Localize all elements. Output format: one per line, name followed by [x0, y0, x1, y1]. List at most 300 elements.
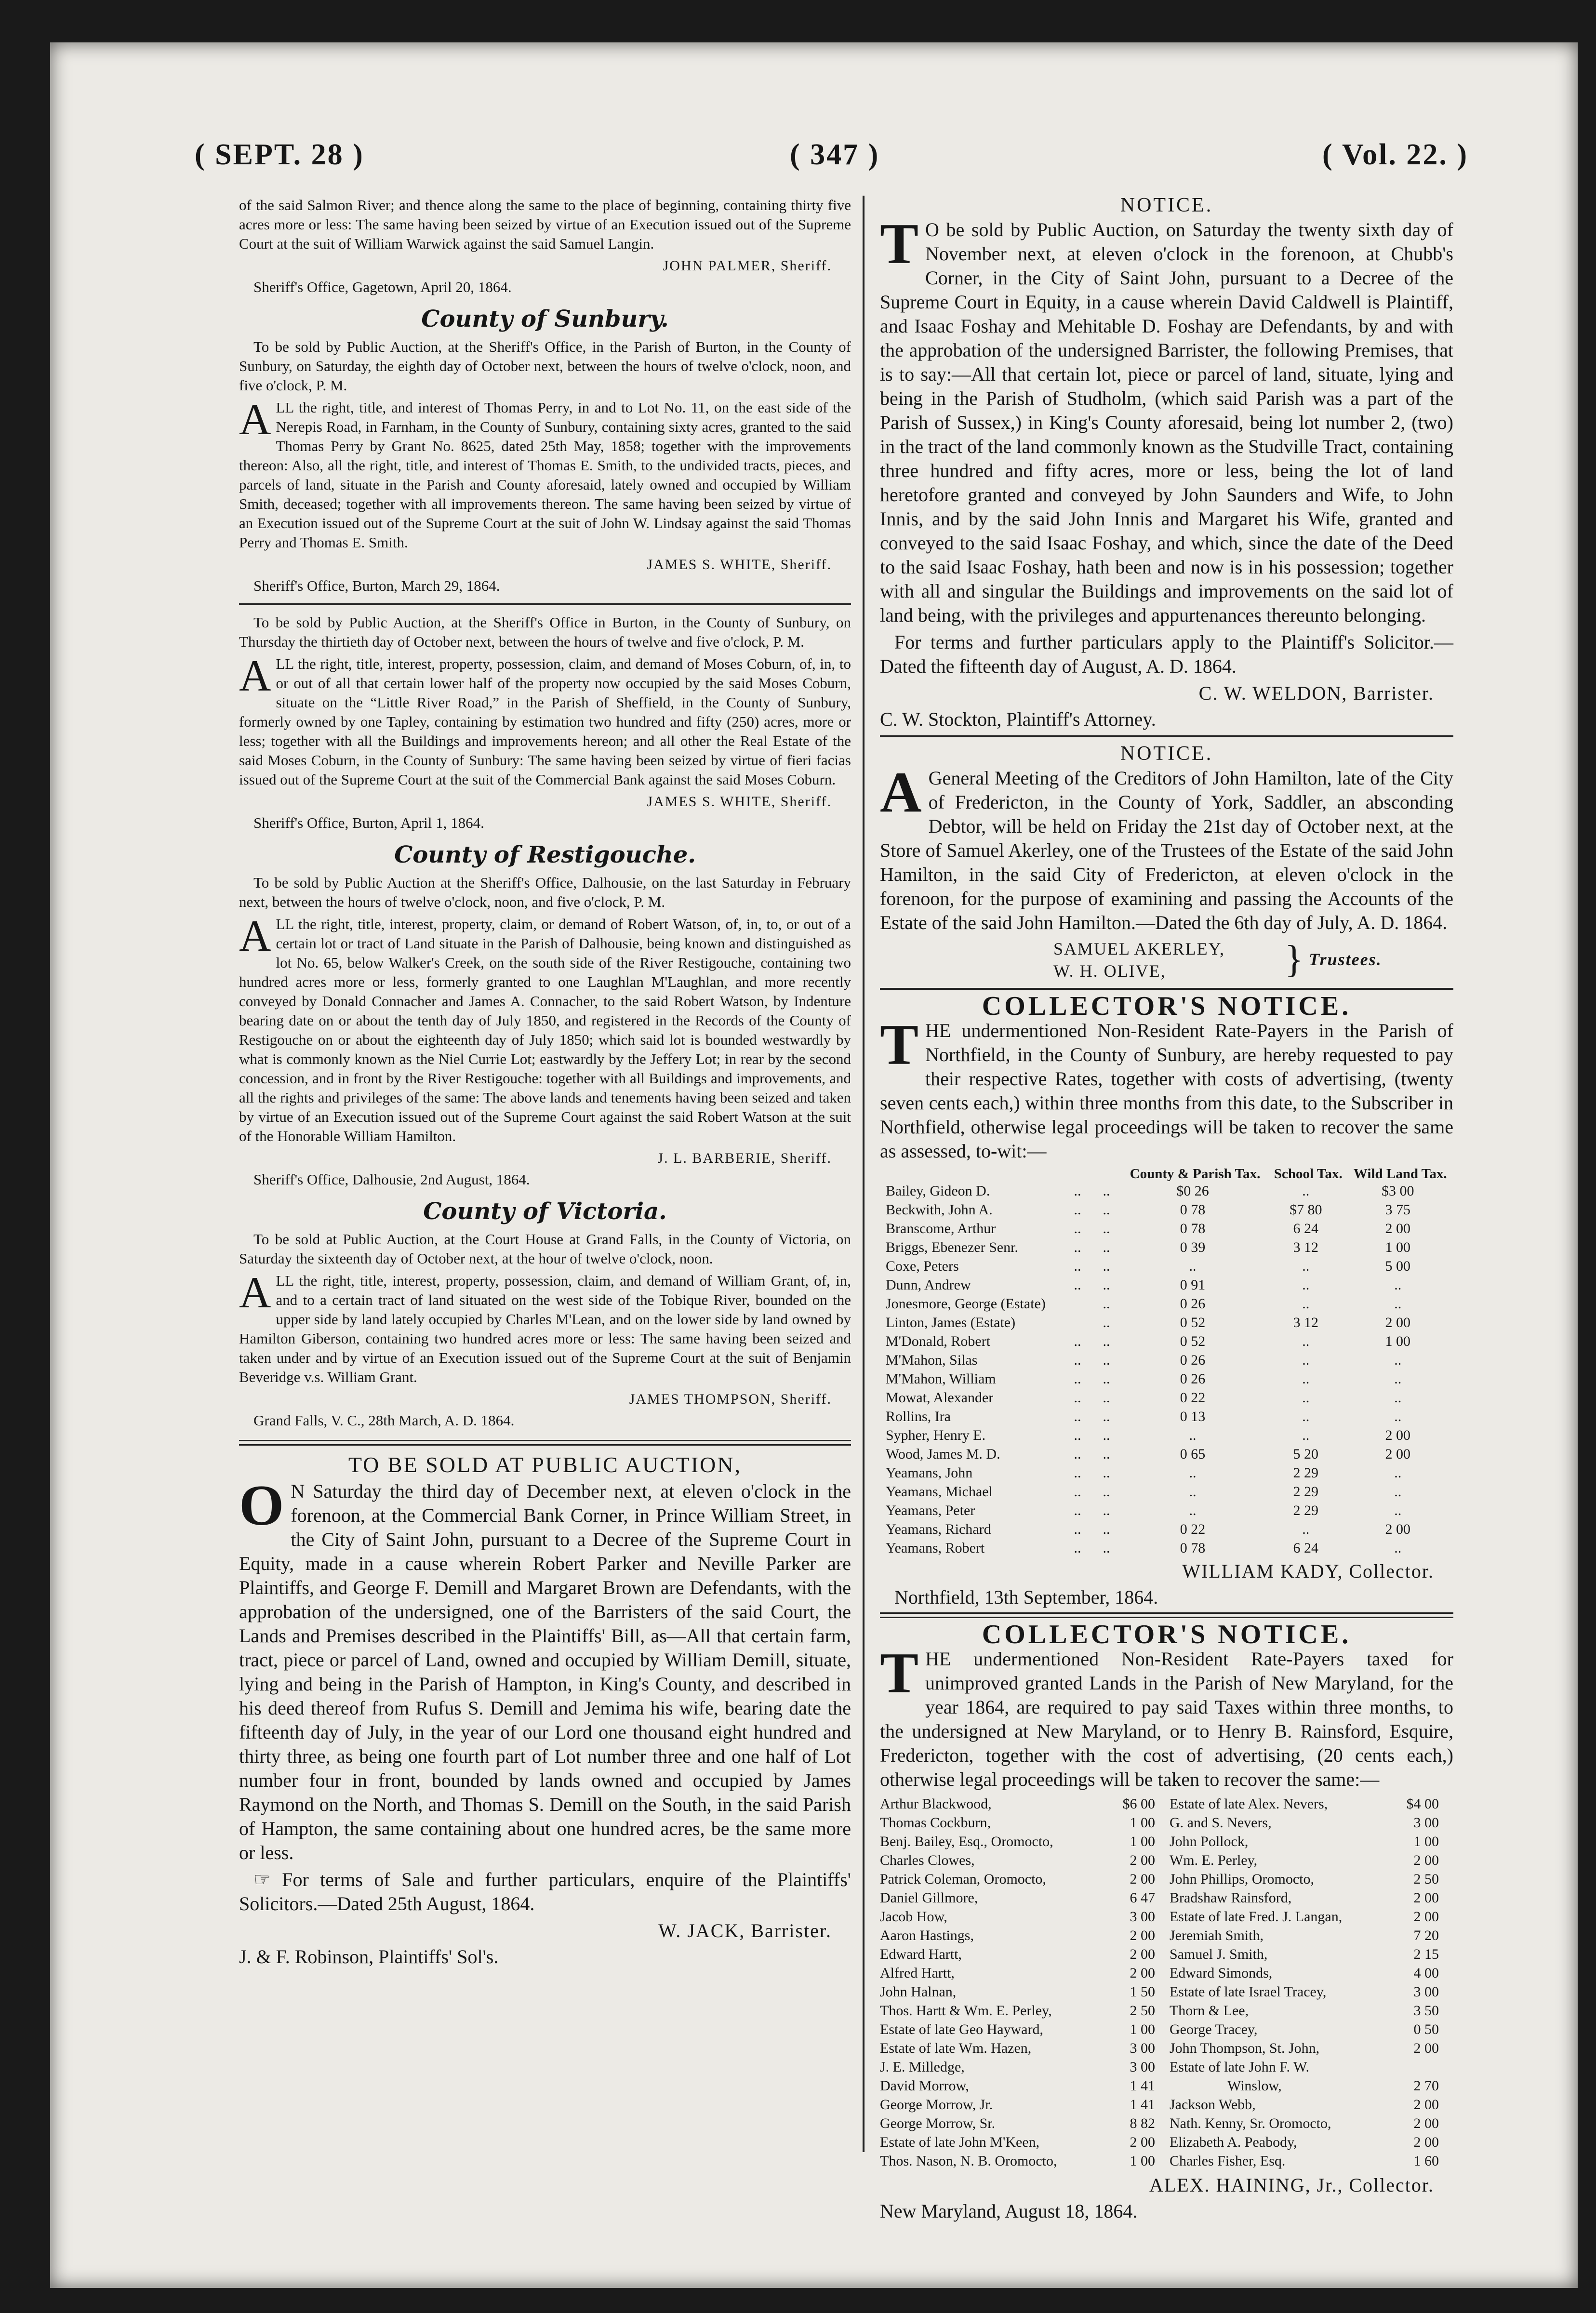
tax-amount: .. [1394, 1352, 1402, 1368]
tax-amount: 1 00 [1130, 1815, 1155, 1831]
collector-2-table [880, 1795, 1453, 2170]
drop-cap: A [239, 651, 271, 700]
table-row [880, 1426, 1453, 1445]
column-header: School Tax. [1274, 1166, 1343, 1182]
restigouche-body: LL the right, title, interest, property, claim, or demand of Robert Watson, of, in, to, or out of a certain lot or tract of Land situate in the Parish of Dalhousie, being known and distinguished as lot No. 65, below Walker's Creek, on the south side of the River Restigouche, containing two hundred acres more or less, formerly granted to one Laughlan M'Laughlan, and more recently conveyed by Donald Connacher and James A. Connacher, to the said Robert Watson, by Indenture bearing date on or about the tenth day of July 1850, and registered in the Records of the County of Restigouche on or about the eighteenth day of July 1850; which said lot is bounded westwardly by what is commonly known as the Niel Currie Lot; eastwardly by the Jeffery Lot; in rear by the second concession, and in front by the River Restigouche: together with all Buildings and improvements, and all the rights and privileges of the same: The above lands and tenements having been seized and taken by virtue of an Execution issued out of the Supreme Court against the said Robert Watson at the suit of the Honorable William Hamilton. [239, 916, 851, 1144]
tax-amount: .. [1302, 1258, 1310, 1274]
tax-amount: .. [1189, 1502, 1197, 1518]
tax-amount: 0 26 [1180, 1371, 1206, 1387]
table-row [880, 1445, 1453, 1463]
rate-payer-name: M'Donald, Robert [886, 1333, 991, 1349]
table-row [880, 1219, 1453, 1238]
tax-amount: .. [1394, 1465, 1402, 1481]
rate-payer-name: George Morrow, Sr. [880, 2115, 996, 2131]
rate-payer-name: Thos. Hartt & Wm. E. Perley, [880, 2003, 1052, 2019]
tax-amount: 2 29 [1293, 1484, 1319, 1500]
leader-dots: .. [1103, 1540, 1110, 1556]
leader-dots: .. [1074, 1409, 1081, 1424]
leader-dots: .. [1074, 1540, 1081, 1556]
divider [880, 735, 1453, 737]
rate-payer-name: Daniel Gillmore, [880, 1890, 978, 1906]
victoria-signature: JAMES THOMPSON, Sheriff. [629, 1391, 832, 1407]
sunbury-1-notice [239, 395, 851, 552]
leader-dots: .. [1074, 1333, 1081, 1349]
tax-amount: .. [1302, 1296, 1310, 1312]
tax-amount: 2 50 [1130, 2003, 1155, 2019]
rate-payer-name: Briggs, Ebenezer Senr. [886, 1239, 1018, 1255]
leader-dots [1063, 1313, 1092, 1332]
notice-2-heading: NOTICE. [1120, 743, 1213, 765]
tax-amount: 1 60 [1413, 2153, 1439, 2169]
rate-payer-name: M'Mahon, Silas [886, 1352, 978, 1368]
tax-amount: 5 20 [1293, 1446, 1319, 1462]
rate-payer-name: George Tracey, [1169, 2021, 1258, 2037]
leader-dots: .. [1074, 1465, 1081, 1481]
tax-amount: 2 00 [1130, 1871, 1155, 1887]
rate-payer-name: Sypher, Henry E. [886, 1427, 986, 1443]
rate-payer-name: Jacob How, [880, 1909, 947, 1925]
tax-amount: 2 70 [1413, 2078, 1439, 2094]
continued-text: of the said Salmon River; and thence along the same to the place of beginning, containing thirty five acres more or less: The same having been seized by virtue of an Execution issued out of the Supreme Court at the suit of William Warwick against the said Samuel Langin. [239, 197, 851, 252]
leader-dots: .. [1074, 1183, 1081, 1199]
table-row [880, 1982, 1453, 2001]
tax-amount: 6 24 [1293, 1540, 1319, 1556]
leader-dots: .. [1103, 1409, 1110, 1424]
tax-amount: 2 00 [1413, 1852, 1439, 1868]
tax-amount: 3 00 [1413, 1815, 1439, 1831]
tax-amount: 0 39 [1180, 1239, 1206, 1255]
tax-amount: 0 78 [1180, 1202, 1206, 1218]
leader-dots: .. [1103, 1221, 1110, 1236]
tax-amount: .. [1394, 1296, 1402, 1312]
rate-payer-name: Mowat, Alexander [886, 1390, 994, 1406]
restigouche-notice [239, 911, 851, 1146]
tax-amount: .. [1302, 1333, 1310, 1349]
restigouche-intro: To be sold by Public Auction at the Sheriff's Office, Dalhousie, on the last Saturday in February next, between the hours of twelve o'clock, noon, and five o'clock, P. M. [239, 874, 851, 910]
rate-payer-name: J. E. Milledge, [880, 2059, 965, 2075]
tax-amount: 0 91 [1180, 1277, 1206, 1293]
column-header [1063, 1166, 1092, 1182]
tax-amount: 4 00 [1413, 1965, 1439, 1981]
continued-signature: JOHN PALMER, Sheriff. [663, 258, 832, 274]
leader-dots: .. [1074, 1484, 1081, 1500]
notice-1-heading: NOTICE. [1120, 194, 1213, 216]
notice-1-terms: For terms and further particulars apply to the Plaintiff's Solicitor.—Dated the fifteenth day of August, A. D. 1864. [880, 631, 1453, 677]
tax-amount: 0 13 [1180, 1409, 1206, 1424]
column-header: Wild Land Tax. [1353, 1166, 1447, 1182]
sunbury-1-office: Sheriff's Office, Burton, March 29, 1864. [253, 577, 500, 594]
tax-amount: 0 22 [1180, 1390, 1206, 1406]
right-column [880, 196, 1453, 2226]
tax-amount: 1 41 [1130, 2097, 1155, 2113]
table-row [880, 2152, 1453, 2170]
left-column [239, 196, 851, 1972]
tax-amount: 0 52 [1180, 1333, 1206, 1349]
leader-dots: .. [1103, 1352, 1110, 1368]
rate-payer-name: John Thompson, St. John, [1169, 2040, 1320, 2056]
leader-dots: .. [1074, 1352, 1081, 1368]
page-header [50, 138, 1578, 181]
leader-dots: .. [1074, 1258, 1081, 1274]
table-row [880, 1851, 1453, 1870]
table-row [880, 2095, 1453, 2114]
drop-cap: A [239, 395, 271, 444]
table-row [880, 2001, 1453, 2020]
notice-1-attorney: C. W. Stockton, Plaintiff's Attorney. [880, 708, 1156, 730]
table-row [880, 1870, 1453, 1888]
table-row [880, 1276, 1453, 1294]
table-row [880, 1200, 1453, 1219]
leader-dots: .. [1103, 1239, 1110, 1255]
rate-payer-name: Estate of late Wm. Hazen, [880, 2040, 1032, 2056]
rate-payer-name: G. and S. Nevers, [1169, 1815, 1272, 1831]
trustees-label: Trustees. [1309, 950, 1382, 969]
divider [880, 1612, 1453, 1618]
rate-payer-name: John Pollock, [1169, 1834, 1249, 1849]
tax-amount: 2 00 [1413, 2115, 1439, 2131]
notice-1-body: O be sold by Public Auction, on Saturday the twenty sixth day of November next, at eleven o'clock in the forenoon, at Chubb's Corner, in the City of Saint John, pursuant to a Decree of the Supreme Court in Equity, in a cause wherein David Caldwell is Plaintiff, and Isaac Foshay and Mehitable D. Foshay are Defendants, by and with the approbation of the undersigned Barrister, the following Premises, that is to say:—All that certain lot, piece or parcel of land, situate, lying and being in the Parish of Studholm, (which said Parish was a part of the Parish of Sussex,) in King's County aforesaid, being lot number 2, (two) in the tract of the land commonly known as the Studville Tract, containing three hundred and fifty acres, more or less, being the lot of land heretofore granted and conveyed by John Saunders and Wife, to John Innis, and by the said John Innis and Margaret his Wife, granted and conveyed to the said Isaac Foshay, and which, since the date of the Deed to the said Isaac Foshay, hath been and now is in his possession; together with all and singular the Buildings and improvements on the said lot of land being, with the privileges and appurtenances thereunto belonging. [880, 219, 1453, 626]
drop-cap: T [880, 212, 919, 276]
collector-1 [880, 1012, 1453, 1163]
tax-amount [1393, 2058, 1453, 2076]
auction-terms: ☞ For terms of Sale and further particulars, enquire of the Plaintiffs' Solicitors.—Dated 25th August, 1864. [239, 1869, 851, 1914]
tax-amount: .. [1394, 1277, 1402, 1293]
tax-amount: 0 26 [1180, 1352, 1206, 1368]
table-row [880, 1501, 1453, 1520]
tax-amount: 2 00 [1413, 2097, 1439, 2113]
collector-1-heading: COLLECTOR'S NOTICE. [982, 991, 1352, 1021]
tax-amount: 3 12 [1293, 1315, 1319, 1330]
table-row [880, 1463, 1453, 1482]
tax-amount: 2 50 [1413, 1871, 1439, 1887]
tax-amount: 3 00 [1413, 1984, 1439, 2000]
header-page-number: ( 347 ) [790, 138, 880, 171]
rate-payer-name: Jeremiah Smith, [1169, 1928, 1264, 1943]
tax-amount: 8 82 [1130, 2115, 1155, 2131]
auction-solicitors: J. & F. Robinson, Plaintiffs' Sol's. [239, 1946, 499, 1967]
tax-amount: 3 75 [1385, 1202, 1410, 1218]
sunbury-2-notice [239, 651, 851, 789]
restigouche-office: Sheriff's Office, Dalhousie, 2nd August, 1864. [253, 1171, 530, 1188]
notice-1-signature: C. W. WELDON, Barrister. [1198, 682, 1434, 704]
rate-payer-name: Estate of late Israel Tracey, [1169, 1984, 1327, 2000]
tax-amount: 6 24 [1293, 1221, 1319, 1236]
table-row [880, 1832, 1453, 1851]
trustee-2: W. H. OLIVE, [1053, 961, 1166, 981]
collector-1-signature: WILLIAM KADY, Collector. [1182, 1560, 1434, 1582]
table-row [880, 1388, 1453, 1407]
rate-payer-name: Dunn, Andrew [886, 1277, 971, 1293]
leader-dots: .. [1074, 1221, 1081, 1236]
victoria-body: LL the right, title, interest, property, possession, claim, and demand of William Grant, of, in, and to a certain tract of land situated on the west side of the Tobique River, bounded on the upper side by land lately occupied by Charles M'Lean, and on the lower side by land owned by Hamilton Giberson, containing two hundred acres more or less: The same having been seized and taken under and by virtue of an Execution issued out of the Supreme Court at the suit of Benjamin Beveridge v.s. William Grant. [239, 1272, 851, 1385]
tax-amount: .. [1394, 1390, 1402, 1406]
auction-notice [239, 1473, 851, 1865]
rate-payer-name: Wood, James M. D. [886, 1446, 1000, 1462]
drop-cap: A [880, 760, 922, 824]
rate-payer-name: Alfred Hartt, [880, 1965, 955, 1981]
rate-payer-name: Thos. Nason, N. B. Oromocto, [880, 2153, 1057, 2169]
rate-payer-name: Charles Fisher, Esq. [1169, 2153, 1286, 2169]
leader-dots: .. [1103, 1521, 1110, 1537]
rate-payer-name: Thorn & Lee, [1169, 2003, 1249, 2019]
tax-amount: 2 00 [1413, 1909, 1439, 1925]
collector-2-body: HE undermentioned Non-Resident Rate-Payers taxed for unimproved granted Lands in the Parish of New Maryland, for the year 1864, are required to pay said Taxes within three months, to the undersigned at New Maryland, or to Henry B. Rainsford, Esquire, Fredericton, together with the cost of advertising, (20 cents each,) otherwise legal proceedings will be taken to recover the same:— [880, 1648, 1453, 1790]
divider [239, 1440, 851, 1446]
leader-dots: .. [1103, 1427, 1110, 1443]
tax-amount: .. [1189, 1258, 1197, 1274]
collector-2 [880, 1641, 1453, 1792]
rate-payer-name: Patrick Coleman, Oromocto, [880, 1871, 1046, 1887]
table-row [880, 1945, 1453, 1964]
leader-dots: .. [1103, 1258, 1110, 1274]
tax-amount: 7 20 [1413, 1928, 1439, 1943]
leader-dots: .. [1103, 1277, 1110, 1293]
tax-amount: .. [1302, 1371, 1310, 1387]
leader-dots: .. [1103, 1390, 1110, 1406]
table-row [880, 1351, 1453, 1369]
leader-dots: .. [1074, 1202, 1081, 1218]
tax-amount: 0 22 [1180, 1521, 1206, 1537]
rate-payer-name: Jonesmore, George (Estate) [886, 1296, 1046, 1312]
tax-amount: 1 00 [1385, 1333, 1410, 1349]
table-row [880, 2076, 1453, 2095]
drop-cap: A [239, 911, 271, 960]
tax-amount: 2 00 [1130, 1946, 1155, 1962]
table-row [880, 1257, 1453, 1276]
victoria-intro: To be sold at Public Auction, at the Court House at Grand Falls, in the County of Victoria, on Saturday the sixteenth day of October next, at the hour of twelve o'clock, noon. [239, 1231, 851, 1267]
sunbury-1-body: LL the right, title, and interest of Thomas Perry, in and to Lot No. 11, on the east side of the Nerepis Road, in Farnham, in the County of Sunbury, containing sixty acres, granted to the said Thomas Perry by Grant No. 8625, dated 25th May, 1858; together with the improvements thereon: Also, all the right, title, and interest of Thomas E. Smith, to the undivided tracts, pieces, and parcels of land, situate in the Parish and County aforesaid, lately owned and occupied by William Smith, deceased; together with all improvements thereon. The same having been seized by virtue of an Execution issued out of the Supreme Court at the suit of John W. Lindsay against the said Thomas Perry and Thomas E. Smith. [239, 399, 851, 551]
rate-payer-name: John Phillips, Oromocto, [1169, 1871, 1314, 1887]
leader-dots: .. [1103, 1502, 1110, 1518]
leader-dots: .. [1074, 1277, 1081, 1293]
leader-dots: .. [1074, 1521, 1081, 1537]
sunbury-heading: County of Sunbury. [421, 306, 669, 332]
continued-office: Sheriff's Office, Gagetown, April 20, 1864. [253, 279, 512, 295]
collector-1-table [880, 1166, 1453, 1557]
table-row [880, 1238, 1453, 1257]
rate-payer-name: Yeamans, Robert [886, 1540, 985, 1556]
collector-1-date: Northfield, 13th September, 1864. [894, 1586, 1158, 1608]
leader-dots: .. [1074, 1446, 1081, 1462]
rate-payer-name: Benj. Bailey, Esq., Oromocto, [880, 1834, 1053, 1849]
rate-payer-name: Thomas Cockburn, [880, 1815, 991, 1831]
tax-amount: 3 00 [1130, 1909, 1155, 1925]
tax-amount: .. [1394, 1540, 1402, 1556]
auction-body: N Saturday the third day of December next, at eleven o'clock in the forenoon, at the Commercial Bank Corner, in Prince William Street, in the City of Saint John, pursuant to a Decree of the Supreme Court in Equity, made in a cause wherein Robert Parker and Neville Parker are Plaintiffs, and George F. Demill and Margaret Brown are Defendants, with the approbation of the undersigned, one of the Barristers of the said Court, the Lands and Premises described in the Plaintiffs' Bill, as—All that certain farm, tract, piece or parcel of Land, owned and occupied by William Demill, situate, lying and being in the Parish of Hampton, in King's County, and described in his deed thereof from Rufus S. Demill and Jemima his wife, bearing date the fifteenth day of July, in the year of our Lord one thousand eight hundred and thirty three, as being one fourth part of Lot number three and one half of Lot number four in front, bounded by lands owned and occupied by James Raymond on the North, and Thomas S. Demill on the South, in the said Parish of Hampton, the same containing about one hundred acres, be the same more or less. [239, 1480, 851, 1863]
collector-2-date: New Maryland, August 18, 1864. [880, 2200, 1138, 2222]
tax-amount: 2 15 [1413, 1946, 1439, 1962]
leader-dots: .. [1074, 1390, 1081, 1406]
tax-amount: $4 00 [1406, 1796, 1439, 1812]
sunbury-1-signature: JAMES S. WHITE, Sheriff. [647, 557, 832, 572]
collector-1-body: HE undermentioned Non-Resident Rate-Payers in the Parish of Northfield, in the County of Sunbury, are hereby requested to pay their respective Rates, together with costs of advertising, (twenty seven cents each,) within three months from this date, to the Subscriber in Northfield, otherwise legal proceedings will be taken to recover the same as assessed, to-wit:— [880, 1020, 1453, 1162]
leader-dots: .. [1074, 1502, 1081, 1518]
tax-amount: .. [1394, 1409, 1402, 1424]
tax-amount: 3 12 [1293, 1239, 1319, 1255]
rate-payer-name: Coxe, Peters [886, 1258, 959, 1274]
victoria-office: Grand Falls, V. C., 28th March, A. D. 1864. [253, 1412, 515, 1429]
table-body [880, 1182, 1453, 1557]
tax-amount: .. [1302, 1409, 1310, 1424]
table-row [880, 2058, 1453, 2076]
tax-amount: 3 50 [1413, 2003, 1439, 2019]
tax-amount: .. [1189, 1465, 1197, 1481]
tax-amount: 0 78 [1180, 1540, 1206, 1556]
rate-payer-name: Winslow, [1227, 2078, 1282, 2094]
sunbury-2-signature: JAMES S. WHITE, Sheriff. [647, 794, 832, 810]
tax-amount: 0 65 [1180, 1446, 1206, 1462]
notice-2-trustees [880, 938, 1453, 986]
victoria-notice [239, 1268, 851, 1387]
restigouche-signature: J. L. BARBERIE, Sheriff. [657, 1150, 832, 1166]
tax-amount: 2 00 [1130, 1965, 1155, 1981]
table-row [880, 2114, 1453, 2133]
collector-2-heading: COLLECTOR'S NOTICE. [982, 1620, 1352, 1649]
drop-cap: O [239, 1473, 284, 1537]
tax-amount: .. [1394, 1502, 1402, 1518]
tax-amount: $0 26 [1176, 1183, 1209, 1199]
notice-2-body: General Meeting of the Creditors of John Hamilton, late of the City of Fredericton, in the County of York, Saddler, an absconding Debtor, will be held on Friday the 21st day of October next, at the Store of Samuel Akerley, one of the Trustees of the Estate of the said John Hamilton, in the said City of Fredericton, at eleven o'clock in the forenoon, for the purpose of examining and passing the Accounts of the Estate of the said John Hamilton.—Dated the 6th day of July, A. D. 1864. [880, 767, 1453, 933]
tax-amount: .. [1394, 1484, 1402, 1500]
tax-amount: 2 00 [1385, 1521, 1410, 1537]
rate-payer-name: Samuel J. Smith, [1169, 1946, 1268, 1962]
tax-amount: 0 78 [1180, 1221, 1206, 1236]
rate-payer-name: Bailey, Gideon D. [886, 1183, 990, 1199]
tax-amount: .. [1189, 1484, 1197, 1500]
rate-payer-name: Estate of late Geo Hayward, [880, 2021, 1044, 2037]
tax-amount: 1 00 [1130, 2021, 1155, 2037]
sunbury-2-office: Sheriff's Office, Burton, April 1, 1864. [253, 814, 484, 831]
leader-dots [1063, 1294, 1092, 1313]
tax-amount: 1 00 [1130, 1834, 1155, 1849]
tax-amount: 1 00 [1130, 2153, 1155, 2169]
brace: } [1285, 938, 1304, 981]
column-header [1092, 1166, 1121, 1182]
table-row [880, 2039, 1453, 2058]
rate-payer-name: Bradshaw Rainsford, [1169, 1890, 1292, 1906]
tax-amount: 2 00 [1413, 2040, 1439, 2056]
tax-amount: .. [1302, 1277, 1310, 1293]
table-row [880, 1313, 1453, 1332]
rate-payer-name: Yeamans, John [886, 1465, 973, 1481]
notice-1 [880, 212, 1453, 627]
rate-payer-name: John Halnan, [880, 1984, 957, 2000]
rate-payer-name: Estate of late Alex. Nevers, [1169, 1796, 1328, 1812]
auction-heading: TO BE SOLD AT PUBLIC AUCTION, [348, 1452, 742, 1477]
leader-dots: .. [1074, 1371, 1081, 1387]
victoria-heading: County of Victoria. [423, 1198, 667, 1225]
collector-2-signature: ALEX. HAINING, Jr., Collector. [1149, 2174, 1434, 2196]
rate-payer-name: Elizabeth A. Peabody, [1169, 2134, 1297, 2150]
table-row [880, 1182, 1453, 1200]
rate-payer-name: Beckwith, John A. [886, 1202, 993, 1218]
tax-amount: 2 00 [1130, 1928, 1155, 1943]
rate-payer-name: Linton, James (Estate) [886, 1315, 1016, 1330]
tax-amount: 1 00 [1385, 1239, 1410, 1255]
table-row [880, 1926, 1453, 1945]
leader-dots: .. [1103, 1465, 1110, 1481]
leader-dots: .. [1103, 1371, 1110, 1387]
tax-amount: 0 26 [1180, 1296, 1206, 1312]
tax-amount: 5 00 [1385, 1258, 1410, 1274]
rate-payer-name: Edward Hartt, [880, 1946, 962, 1962]
tax-amount: .. [1302, 1427, 1310, 1443]
table-row [880, 1482, 1453, 1501]
auction-signature: W. JACK, Barrister. [658, 1920, 832, 1941]
table-row [880, 1795, 1453, 1813]
rate-payer-name: M'Mahon, William [886, 1371, 996, 1387]
rate-payer-name: George Morrow, Jr. [880, 2097, 993, 2113]
tax-amount: 2 00 [1385, 1315, 1410, 1330]
tax-amount: 6 47 [1130, 1890, 1155, 1906]
leader-dots: .. [1103, 1446, 1110, 1462]
rate-payer-name: Nath. Kenny, Sr. Oromocto, [1169, 2115, 1331, 2131]
tax-amount: .. [1302, 1183, 1310, 1199]
tax-amount: 1 50 [1130, 1984, 1155, 2000]
tax-amount: 2 00 [1413, 2134, 1439, 2150]
divider [239, 603, 851, 605]
column-header: County & Parish Tax. [1130, 1166, 1261, 1182]
tax-amount: 2 00 [1385, 1446, 1410, 1462]
tax-amount: 1 41 [1130, 2078, 1155, 2094]
tax-amount: 2 00 [1385, 1427, 1410, 1443]
table-row [880, 1964, 1453, 1982]
tax-amount: .. [1302, 1521, 1310, 1537]
rate-payer-name: Estate of late John M'Keen, [880, 2134, 1040, 2150]
header-volume: ( Vol. 22. ) [1322, 138, 1468, 171]
column-header [880, 1166, 1063, 1182]
rate-payer-name: Yeamans, Richard [886, 1521, 991, 1537]
rate-payer-name: Yeamans, Peter [886, 1502, 975, 1518]
rate-payer-name: Estate of late John F. W. [1169, 2059, 1310, 2075]
table-row [880, 2020, 1453, 2039]
table-header [880, 1166, 1453, 1182]
trustee-1: SAMUEL AKERLEY, [1053, 939, 1225, 958]
table-row [880, 1294, 1453, 1313]
table-row [880, 1539, 1453, 1557]
drop-cap: T [880, 1012, 919, 1077]
column-rule [863, 196, 864, 2152]
sunbury-2-body: LL the right, title, interest, property, possession, claim, and demand of Moses Coburn, of, in, to or out of all that certain lower half of the property now occupied by the said Moses Coburn, situate on the “Little River Road,” in the Parish of Sheffield, in the County of Sunbury, formerly owned by one Tapley, containing by estimation two hundred and fifty (250) acres, more or less; together with all the Buildings and improvements hereon; and all other the Real Estate of the said Moses Coburn, in the County of Sunbury: The same having been seized by virtue of fieri facias issued out of the Supreme Court at the suit of the Commercial Bank against the said Moses Coburn. [239, 655, 851, 788]
drop-cap: A [239, 1268, 271, 1317]
rate-payer-name: Jackson Webb, [1169, 2097, 1256, 2113]
rate-payer-name: Estate of late Fred. J. Langan, [1169, 1909, 1343, 1925]
tax-amount: .. [1189, 1427, 1197, 1443]
tax-amount: $6 00 [1122, 1796, 1155, 1812]
tax-amount: 2 29 [1293, 1502, 1319, 1518]
tax-amount: 2 00 [1130, 1852, 1155, 1868]
tax-amount: .. [1302, 1352, 1310, 1368]
tax-amount: 2 00 [1130, 2134, 1155, 2150]
rate-payer-name: David Morrow, [880, 2078, 969, 2094]
table-row [880, 2133, 1453, 2152]
sunbury-2-intro: To be sold by Public Auction, at the Sheriff's Office in Burton, in the County of Sunbury, on Thursday the thirtieth day of October next, between the hours of twelve and five o'clock, P. M. [239, 614, 851, 650]
rate-payer-name: Edward Simonds, [1169, 1965, 1273, 1981]
divider [880, 988, 1453, 990]
header-date: ( SEPT. 28 ) [195, 138, 364, 171]
rate-payer-name: Yeamans, Michael [886, 1484, 993, 1500]
table-row [880, 1407, 1453, 1426]
table-row [880, 1369, 1453, 1388]
rate-payer-name: Branscome, Arthur [886, 1221, 996, 1236]
tax-amount: 2 00 [1413, 1890, 1439, 1906]
restigouche-heading: County of Restigouche. [394, 841, 696, 868]
table-row [880, 1332, 1453, 1351]
rate-payer-name: Wm. E. Perley, [1169, 1852, 1258, 1868]
table-row [880, 1520, 1453, 1539]
tax-amount: 3 00 [1130, 2059, 1155, 2075]
tax-amount: $7 80 [1290, 1202, 1322, 1218]
